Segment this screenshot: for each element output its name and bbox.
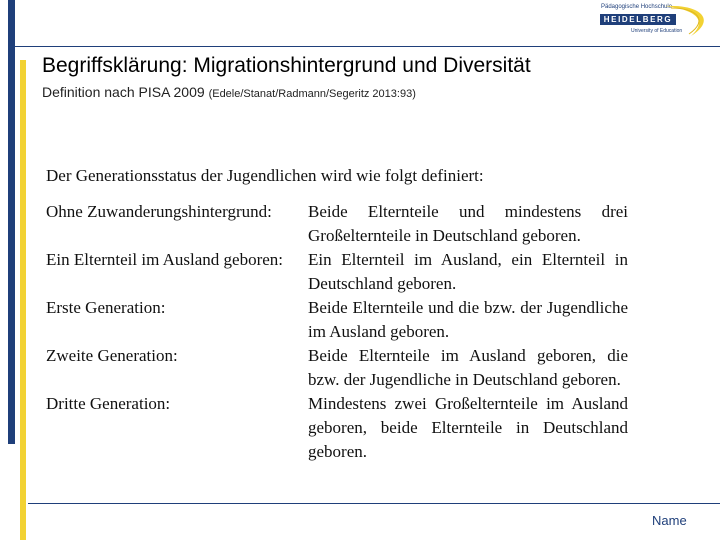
definition-row: [46, 344, 636, 392]
definition-term: Ein Elternteil im Ausland geboren:: [46, 250, 284, 269]
subtitle-source: (Edele/Stanat/Radmann/Segeritz 2013:93): [208, 88, 416, 100]
logo-wordmark: HEIDELBERG: [600, 14, 676, 25]
logo-swoosh-icon: [661, 4, 715, 40]
definition-text: Ein Elternteil im Ausland, ein Elternteil in Deutschland geboren.: [308, 250, 628, 293]
definition-text: Beide Elternteile und mindestens drei Großelternteile in Deutschland geboren.: [308, 202, 628, 245]
footer-name: Name: [652, 513, 687, 528]
page-subtitle: [42, 84, 416, 100]
document-intro: Der Generationsstatus der Jugendlichen wird wie folgt definiert:: [46, 166, 484, 185]
definition-text: Beide Elternteile und die bzw. der Jugendliche im Ausland geboren.: [308, 298, 628, 341]
page-title: Begriffsklärung: Migrationshintergrund und Diversität: [42, 54, 531, 77]
logo-top-line: Pädagogische Hochschule: [601, 4, 673, 10]
definition-term: Ohne Zuwanderungshintergrund:: [46, 202, 272, 221]
logo-bottom-line: University of Education: [631, 28, 683, 34]
definition-row: [46, 296, 636, 344]
definition-text: Beide Elternteile im Ausland geboren, die bzw. der Jugendliche in Deutschland geboren.: [308, 346, 628, 389]
definition-document: [46, 164, 636, 464]
left-accent-bar-yellow: [20, 60, 26, 540]
subtitle-main: Definition nach PISA 2009: [42, 84, 209, 100]
definition-term: Dritte Generation:: [46, 394, 171, 413]
footer-divider: [28, 503, 720, 504]
definition-term: Zweite Generation:: [46, 346, 178, 365]
header-divider: [10, 46, 720, 47]
definition-row: [46, 392, 636, 464]
definition-term: Erste Generation:: [46, 298, 166, 317]
definition-row: [46, 248, 636, 296]
definition-text: Mindestens zwei Großelternteile im Ausland geboren, beide Elternteile in Deutschland geboren.: [308, 394, 628, 461]
definition-row: [46, 200, 636, 248]
university-logo: [597, 4, 715, 40]
left-accent-bar-blue: [8, 0, 15, 444]
